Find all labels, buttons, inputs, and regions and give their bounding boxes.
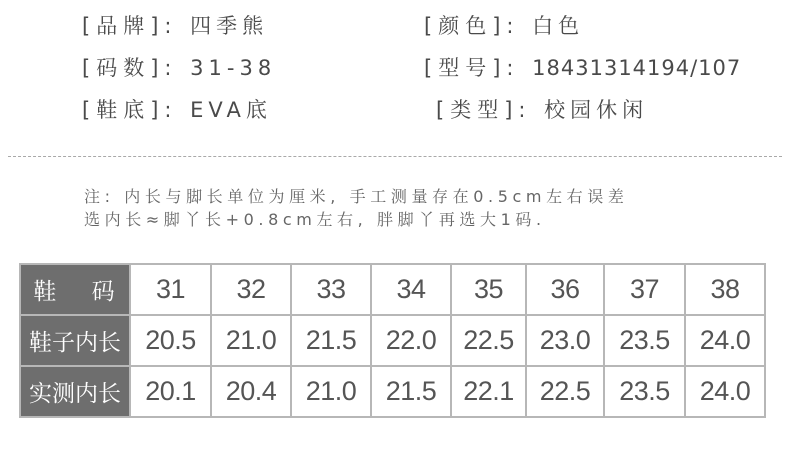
spec-sole [82,94,272,124]
spec-color [424,10,584,40]
spec-type-label: [类型]: [436,98,532,122]
size-cell: 37 [604,264,685,315]
spec-type-value: 校园休闲 [544,98,649,122]
spec-sizes-value: 31-38 [190,56,277,80]
size-cell: 31 [130,264,211,315]
measured-inner-length-cell: 22.1 [451,366,526,417]
size-cell: 34 [371,264,451,315]
measured-inner-length-cell: 22.5 [526,366,604,417]
spec-model [424,52,741,82]
measured-inner-length-cell: 20.4 [211,366,291,417]
dashed-divider [8,156,782,157]
shoe-inner-length-cell: 22.5 [451,315,526,366]
spec-sole-label: [鞋底]: [82,98,178,122]
shoe-inner-length-cell: 20.5 [130,315,211,366]
measured-inner-length-header: 实测内长 [20,366,130,417]
shoe-inner-length-header: 鞋子内长 [20,315,130,366]
shoe-inner-length-cell: 22.0 [371,315,451,366]
spec-model-label: [型号]: [424,56,520,80]
spec-type [436,94,648,124]
spec-sole-value: EVA底 [190,98,272,122]
size-cell: 36 [526,264,604,315]
spec-brand-label: [品牌]: [82,14,178,38]
measured-inner-length-cell: 20.1 [130,366,211,417]
shoe-inner-length-cell: 21.5 [291,315,371,366]
spec-sizes-label: [码数]: [82,56,178,80]
shoe-inner-length-cell: 23.5 [604,315,685,366]
measured-inner-length-row [20,366,765,417]
size-cell: 35 [451,264,526,315]
measured-inner-length-cell: 24.0 [685,366,765,417]
spec-brand-value: 四季熊 [190,14,269,38]
shoe-inner-length-cell: 21.0 [211,315,291,366]
spec-model-value: 18431314194/107 [532,56,742,80]
note-line-1: 注: 内长与脚长单位为厘米, 手工测量存在0.5cm左右误差 [84,187,629,206]
shoe-inner-length-cell: 24.0 [685,315,765,366]
size-cell: 32 [211,264,291,315]
measured-inner-length-cell: 21.5 [371,366,451,417]
spec-sizes [82,52,276,82]
note-line-2: 选内长≈脚丫长+0.8cm左右, 胖脚丫再选大1码. [84,210,546,229]
measured-inner-length-cell: 21.0 [291,366,371,417]
shoe-inner-length-row [20,315,765,366]
size-header: 鞋 码 [20,264,130,315]
size-cell: 33 [291,264,371,315]
spec-color-value: 白色 [532,14,585,38]
shoe-inner-length-cell: 23.0 [526,315,604,366]
size-row [20,264,765,315]
spec-color-label: [颜色]: [424,14,520,38]
measured-inner-length-cell: 23.5 [604,366,685,417]
spec-brand [82,10,268,40]
size-cell: 38 [685,264,765,315]
size-chart-table [19,263,766,418]
